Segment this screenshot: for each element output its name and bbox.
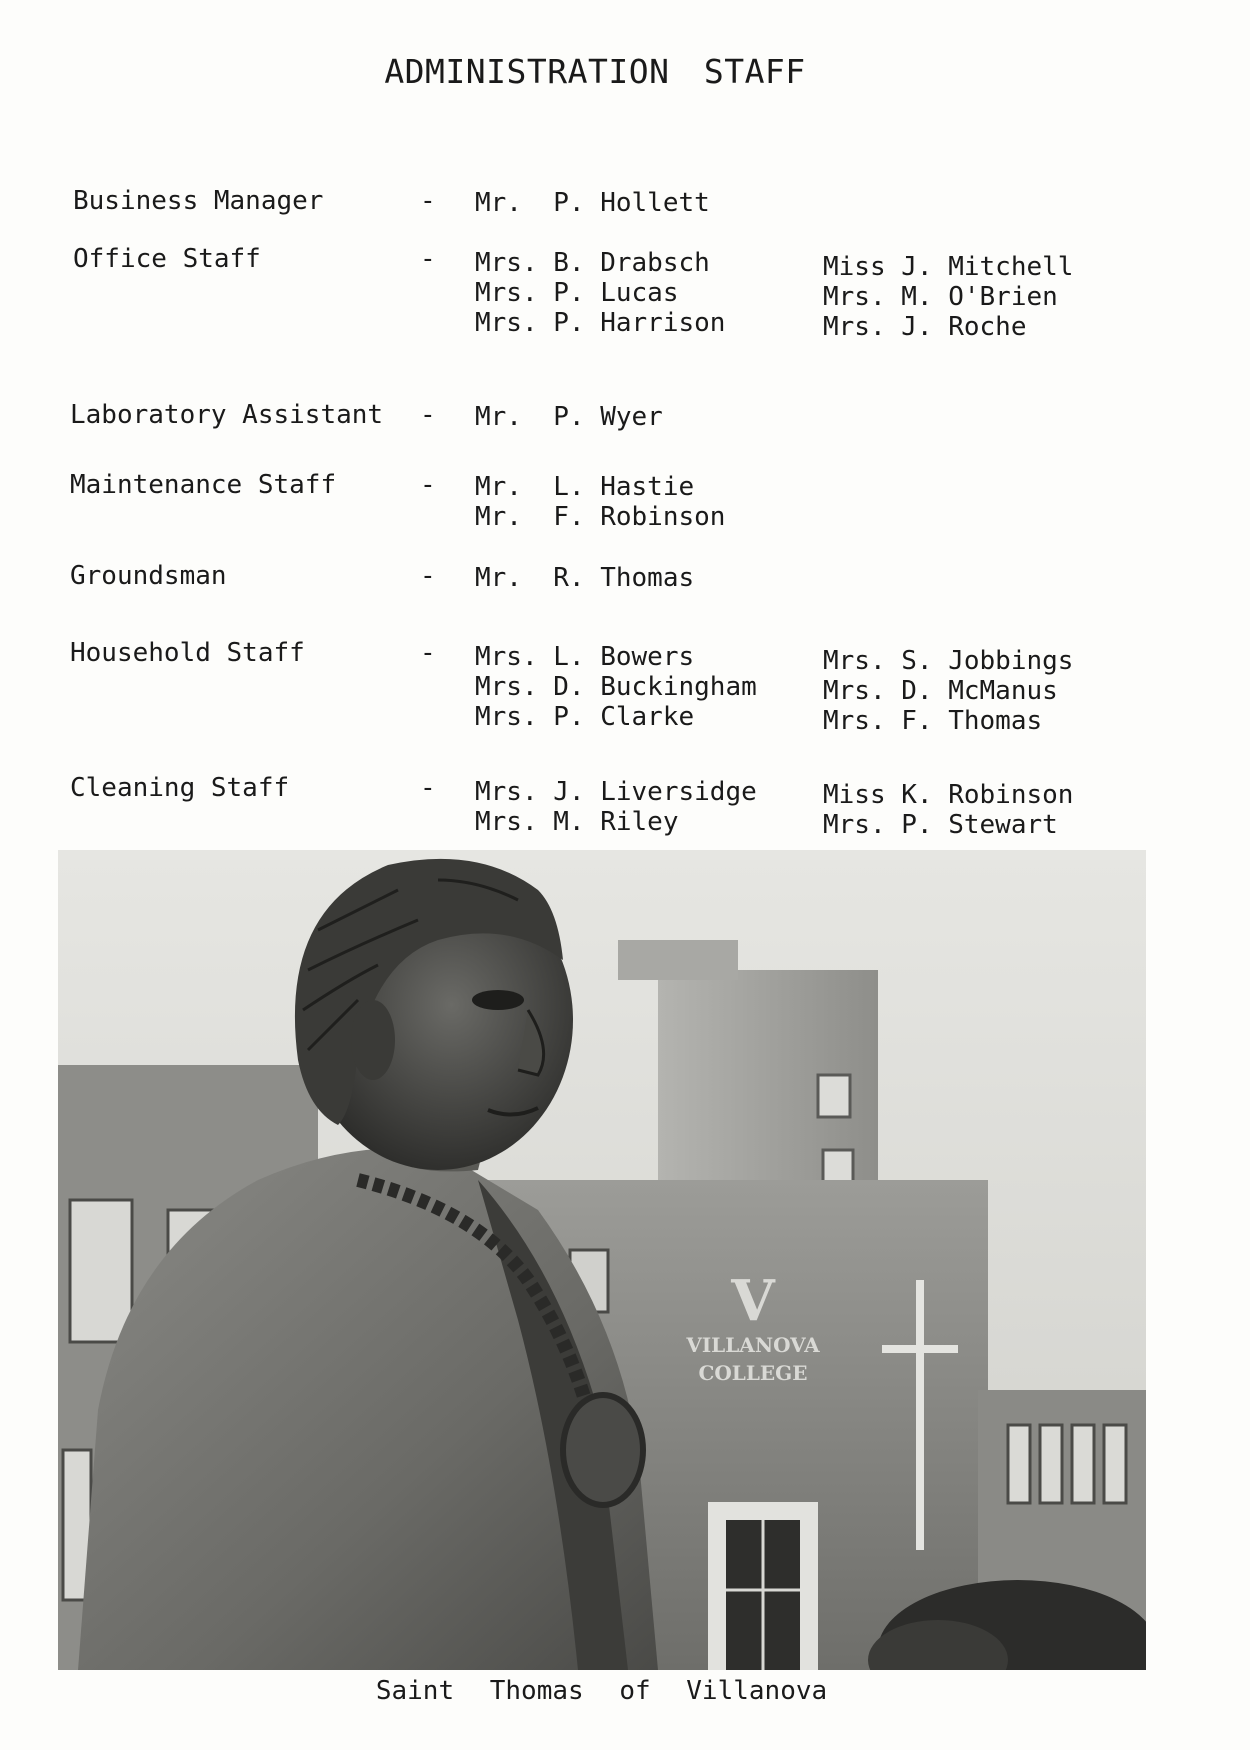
role-label: Cleaning Staff (70, 773, 290, 803)
names-column-1 (475, 402, 663, 432)
staff-name: Miss K. Robinson (823, 780, 1074, 810)
staff-name: Mrs. D. Buckingham (475, 672, 757, 702)
staff-name: Mrs. P. Stewart (823, 810, 1058, 840)
building-sign-line-1: VILLANOVA (686, 1333, 820, 1357)
staff-name: Miss J. Mitchell (823, 252, 1074, 282)
staff-name: Mrs. S. Jobbings (823, 646, 1074, 676)
role-label: Business Manager (73, 186, 324, 216)
page-title: ADMINISTRATION STAFF (384, 52, 806, 91)
staff-name: Mrs. J. Liversidge (475, 777, 757, 807)
staff-name: Mrs. P. Clarke (475, 702, 695, 732)
role-dash: - (420, 186, 436, 216)
statue-photograph (58, 850, 1146, 1670)
role-label: Groundsman (70, 561, 227, 591)
staff-name: Mr. P. Hollett (475, 188, 710, 218)
role-label: Office Staff (73, 244, 261, 274)
staff-name: Mrs. P. Lucas (475, 278, 679, 308)
names-column-1 (475, 777, 757, 837)
names-column-1 (475, 248, 725, 338)
building-emblem: V (731, 1268, 775, 1334)
names-column-1 (475, 472, 725, 532)
role-dash: - (420, 638, 436, 668)
role-label: Laboratory Assistant (70, 400, 384, 430)
photo-caption: Saint Thomas of Villanova (375, 1676, 828, 1706)
role-dash: - (420, 244, 436, 274)
staff-name: Mr. L. Hastie (475, 472, 695, 502)
staff-name: Mrs. F. Thomas (823, 706, 1043, 736)
staff-name: Mrs. B. Drabsch (475, 248, 710, 278)
staff-name: Mr. P. Wyer (475, 402, 663, 432)
role-dash: - (420, 400, 436, 430)
staff-name: Mrs. J. Roche (823, 312, 1027, 342)
staff-name: Mrs. L. Bowers (475, 642, 695, 672)
names-column-1 (475, 188, 710, 218)
staff-name: Mrs. D. McManus (823, 676, 1058, 706)
staff-name: Mrs. P. Harrison (475, 308, 726, 338)
names-column-1 (475, 563, 694, 593)
building-sign-line-2: COLLEGE (698, 1361, 808, 1385)
names-column-2 (823, 780, 1073, 840)
names-column-2 (823, 252, 1073, 342)
staff-name: Mr. R. Thomas (475, 563, 695, 593)
staff-name: Mrs. M. O'Brien (823, 282, 1058, 312)
role-dash: - (420, 773, 436, 803)
staff-name: Mrs. M. Riley (475, 807, 679, 837)
role-dash: - (420, 470, 436, 500)
role-dash: - (420, 561, 436, 591)
staff-name: Mr. F. Robinson (475, 502, 726, 532)
role-label: Household Staff (70, 638, 305, 668)
names-column-2 (823, 646, 1073, 736)
names-column-1 (475, 642, 757, 732)
role-label: Maintenance Staff (70, 470, 337, 500)
